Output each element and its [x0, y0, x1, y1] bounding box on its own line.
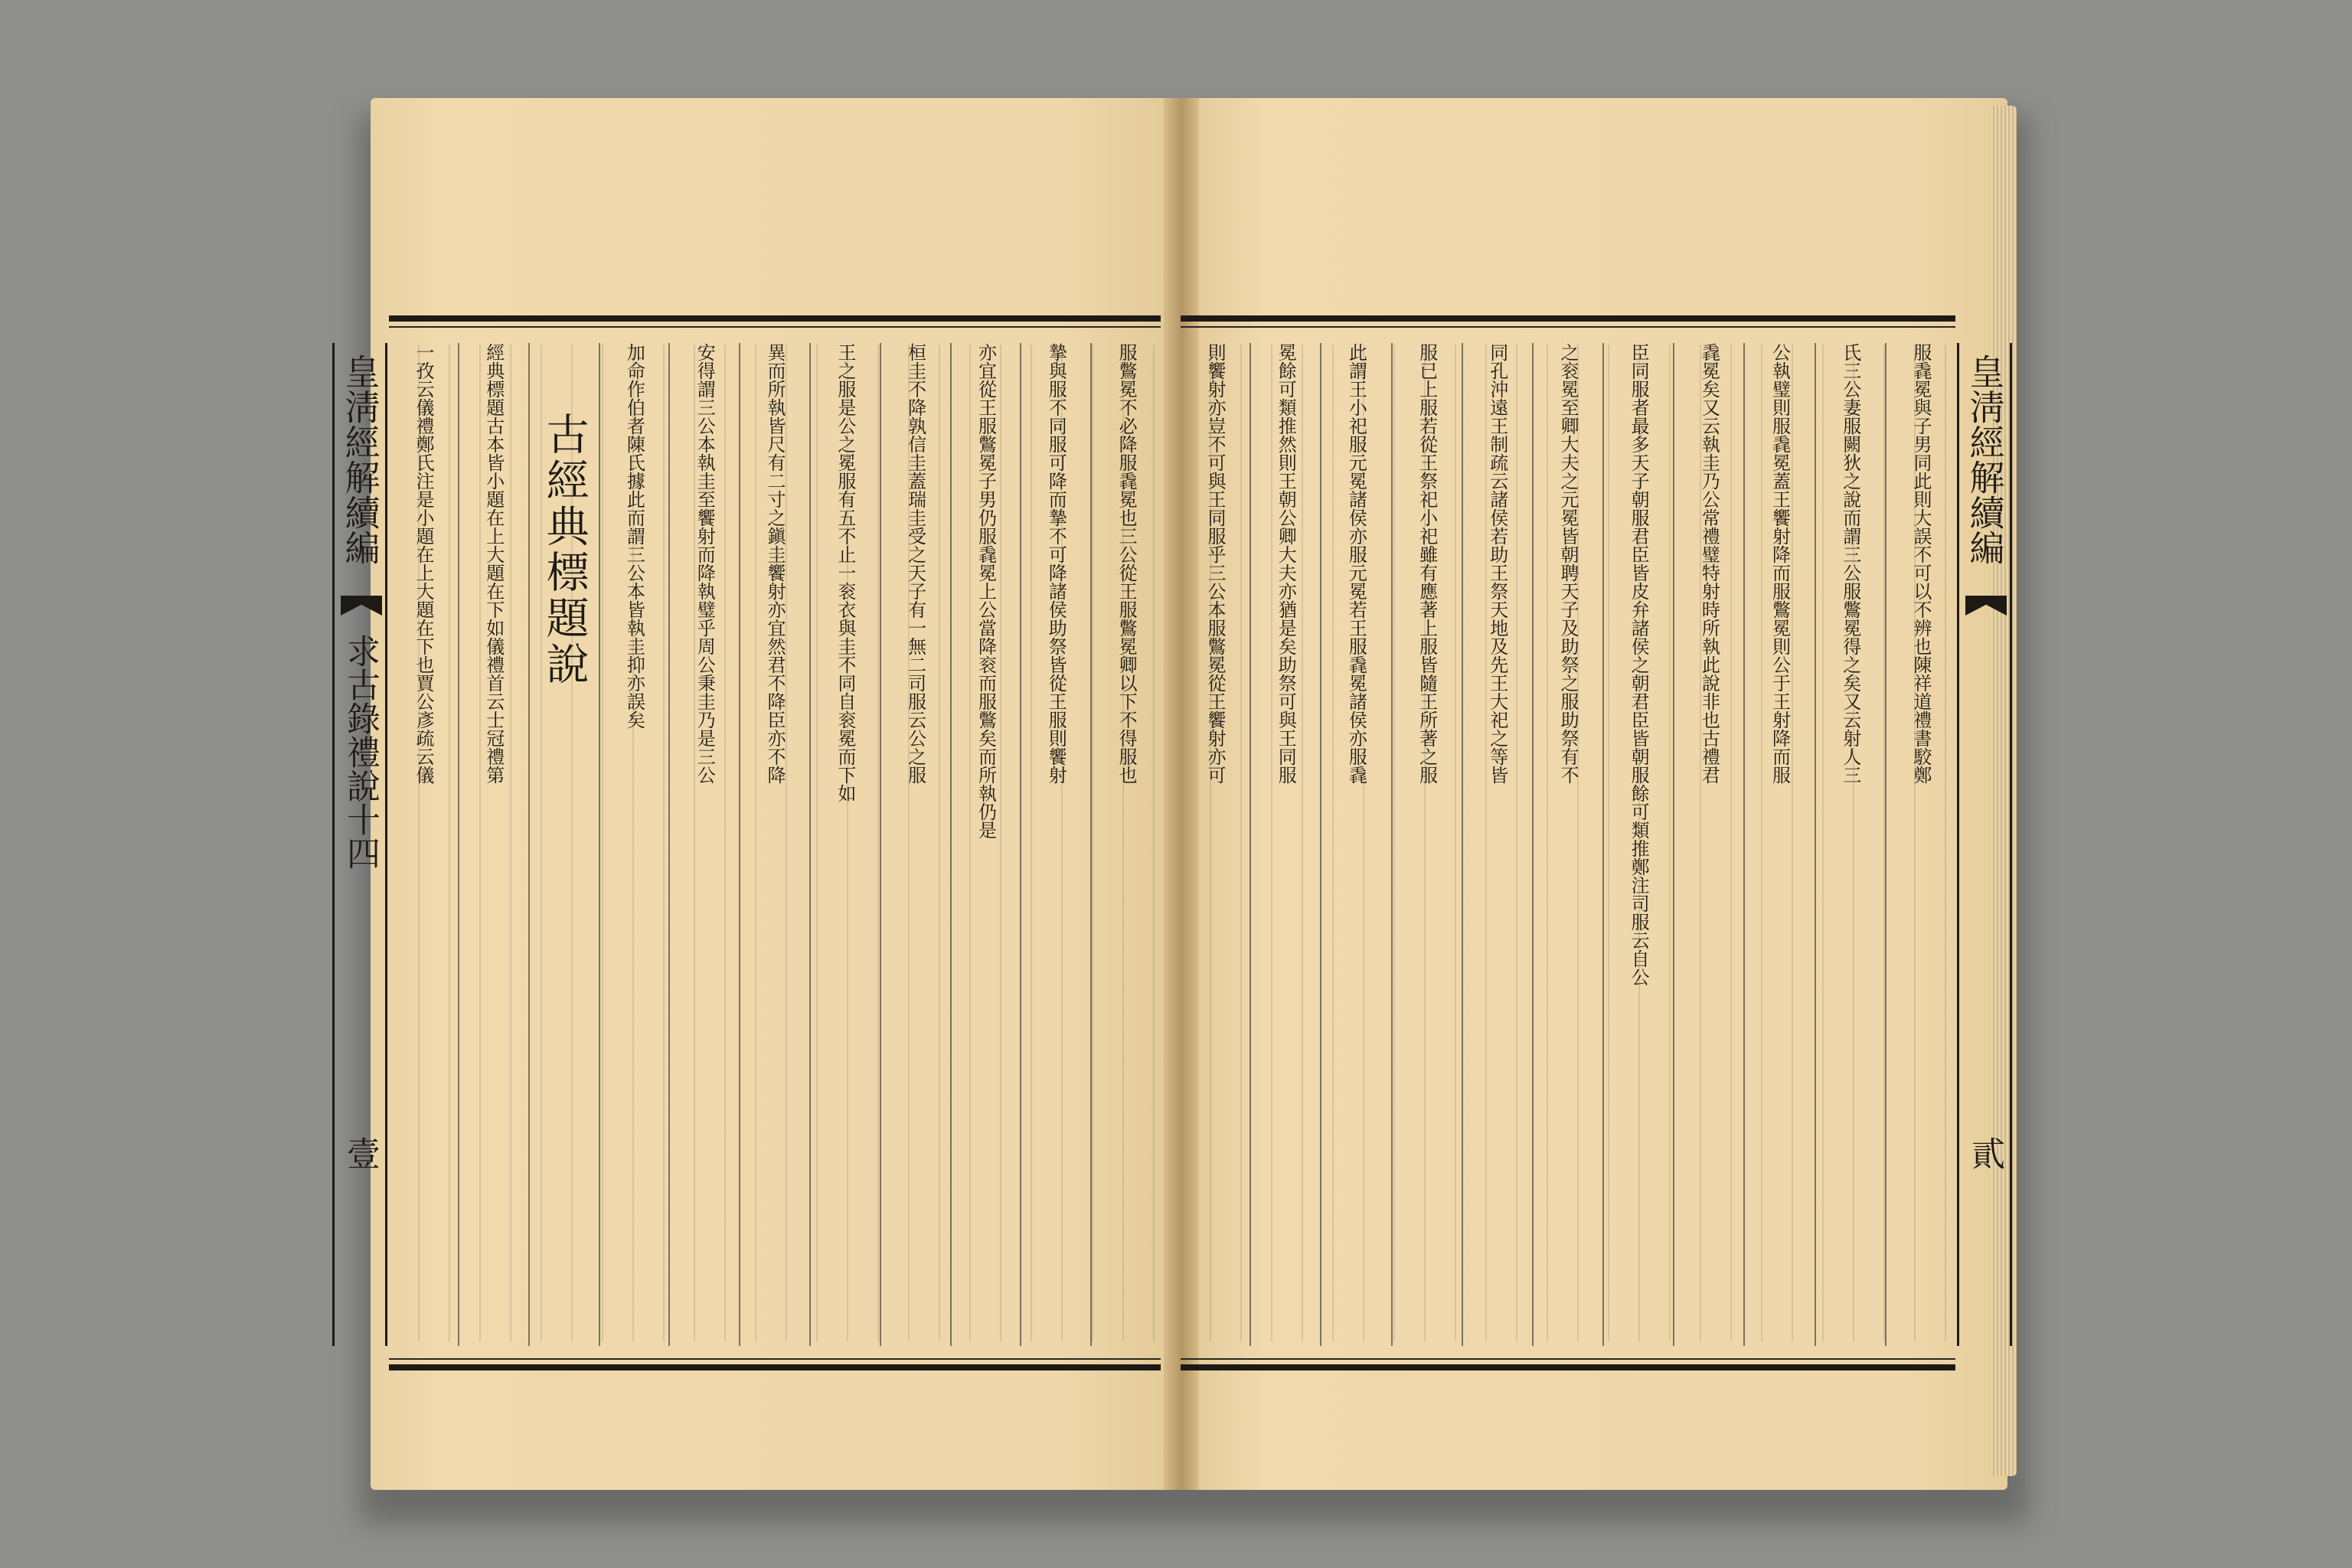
- book-title: 皇淸經解續編: [339, 354, 381, 565]
- text-column: [1462, 343, 1532, 1346]
- column-text: 冕餘可類推然則王朝公卿大夫亦猶是矣助祭可與王同服: [1275, 343, 1297, 784]
- column-text: 異而所執皆尺有二寸之鎭圭饗射亦宜然君不降臣亦不降: [764, 343, 786, 784]
- book-title: 皇淸經解續編: [1964, 354, 2006, 565]
- text-column: [668, 343, 739, 1346]
- text-column: [389, 343, 458, 1346]
- text-column: [599, 343, 669, 1346]
- column-text: 王之服是公之冕服有五不止一衮衣與圭不同自衮冕而下如: [834, 343, 856, 802]
- left-text-frame: [339, 315, 1161, 1370]
- folio-number: 貳: [1965, 1136, 2004, 1170]
- right-text-frame: [1181, 315, 2006, 1370]
- column-text: 毳冕矣又云執圭乃公常禮璧特射時所執此說非也古禮君: [1698, 343, 1720, 784]
- text-column: [1020, 343, 1090, 1346]
- text-column: [809, 343, 880, 1346]
- essay-heading: 古經典標題說: [539, 412, 590, 688]
- column-text: 摯與服不同服可降而摯不可降諸侯助祭皆從王服則饗射: [1045, 343, 1067, 784]
- text-column: [880, 343, 950, 1346]
- column-text: 臣同服者最多天子朝服君臣皆皮弁諸侯之朝君臣皆朝服餘可類推鄭注司服云自公: [1628, 343, 1650, 986]
- column-text: 同孔沖遠王制疏云諸侯若助王祭天地及先王大祀之等皆: [1486, 343, 1508, 784]
- column-text: 加命作伯者陳氏據此而謂三公本皆執圭抑亦誤矣: [623, 343, 645, 729]
- folio-number: 壹: [341, 1136, 380, 1170]
- text-column: [1743, 343, 1814, 1346]
- column-text: 一孜云儀禮鄭氏注是小題在上大題在下也賈公彥疏云儀: [412, 343, 434, 784]
- text-column: [1602, 343, 1673, 1346]
- text-column: [1532, 343, 1602, 1346]
- column-text: 服毳冕與子男同此則大誤不可以不辨也陳祥道禮書駮鄭: [1909, 343, 1932, 784]
- text-column: [1250, 343, 1320, 1346]
- text-column: [458, 343, 528, 1346]
- text-column: [1885, 343, 1955, 1346]
- column-text: 桓圭不降孰信圭蓋瑞圭受之天子有一無二司服云公之服: [904, 343, 926, 784]
- text-column: [1815, 343, 1885, 1346]
- text-column: [1391, 343, 1462, 1346]
- essay-heading-column: [528, 343, 599, 1346]
- column-text: 經典標題古本皆小題在上大題在下如儀禮首云士冠禮第: [482, 343, 505, 784]
- section-title: 求古錄禮說十四: [341, 634, 380, 870]
- right-text-columns: [1181, 343, 1955, 1346]
- column-text: 之衮冕至卿大夫之元冕皆朝聘天子及助祭之服助祭有不: [1557, 343, 1579, 784]
- column-text: 服已上服若從王祭祀小祀雖有應著上服皆隨王所著之服: [1416, 343, 1438, 784]
- column-text: 則饗射亦豈不可與王同服乎三公本服鷩冕從王饗射亦可: [1204, 343, 1227, 784]
- column-text: 此謂王小祀服元冕諸侯亦服元冕若王服毳冕諸侯亦服毳: [1345, 343, 1367, 784]
- text-column: [739, 343, 809, 1346]
- text-column: [1181, 343, 1250, 1346]
- text-column: [1673, 343, 1743, 1346]
- text-column: [1090, 343, 1161, 1346]
- left-page-margin-column: [332, 343, 387, 1346]
- right-page-margin-column: [1957, 343, 2012, 1346]
- column-text: 安得謂三公本執圭至饗射而降執璧乎周公秉圭乃是三公: [694, 343, 716, 784]
- text-column: [950, 343, 1021, 1346]
- column-text: 氏三公妻服闕狄之說而謂三公服鷩冕得之矣又云射人三: [1839, 343, 1861, 784]
- column-text: 亦宜從王服鷩冕子男仍服毳冕上公當降衮而服鷩矣而所執仍是: [975, 343, 997, 839]
- column-text: 公執璧則服毳冕蓋王饗射降而服鷩冕則公于王射降而服: [1769, 343, 1791, 784]
- text-column: [1320, 343, 1390, 1346]
- column-text: 服鷩冕不必降服毳冕也三公從王服鷩冕卿以下不得服也: [1116, 343, 1138, 784]
- left-text-columns: [389, 343, 1161, 1346]
